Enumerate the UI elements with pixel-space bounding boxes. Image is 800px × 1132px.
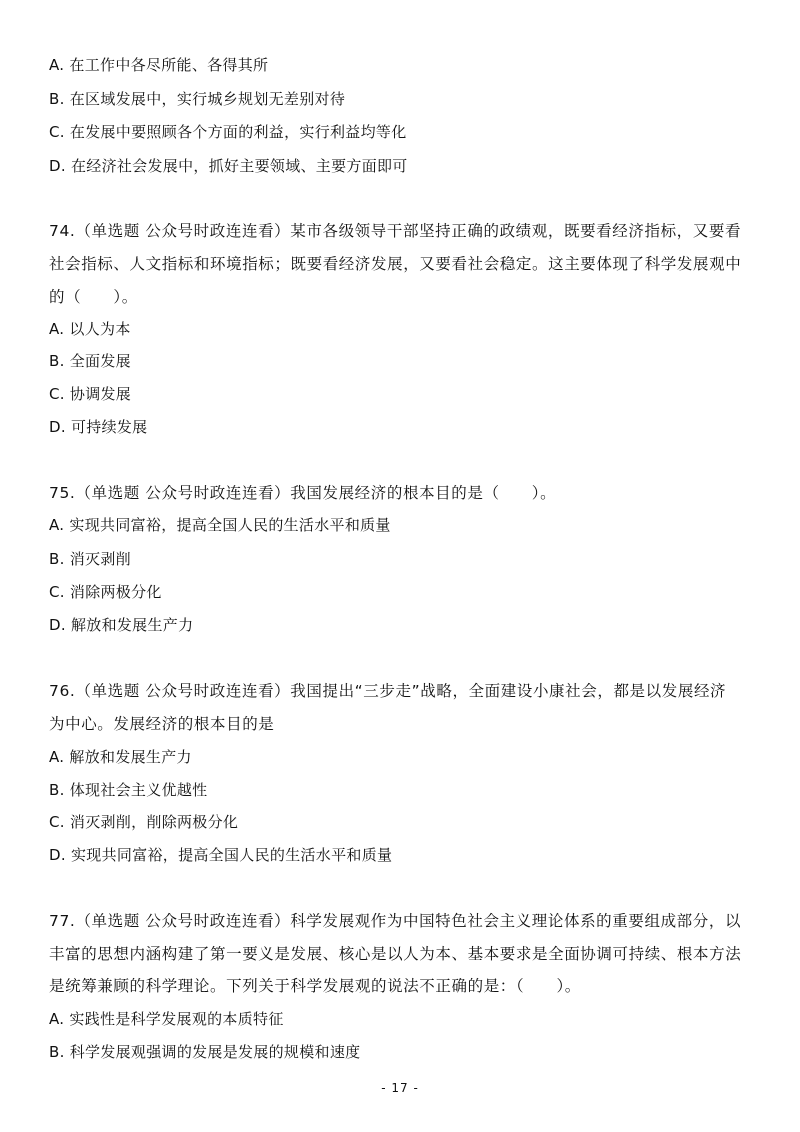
question-text: 74.（单选题 公众号时政连连看）某市各级领导干部坚持正确的政绩观，既要看经济指标，又要看 xyxy=(49,222,742,240)
question-text: 76.（单选题 公众号时政连连看）我国提出“三步走”战略，全面建设小康社会，都是以发展经济 xyxy=(49,682,727,700)
option-line: A. 在工作中各尽所能、各得其所 xyxy=(49,56,269,74)
option-line: A. 实践性是科学发展观的本质特征 xyxy=(49,1010,284,1028)
question-text: 的（ ）。 xyxy=(49,288,138,306)
option-line: D. 在经济社会发展中，抓好主要领域、主要方面即可 xyxy=(49,157,408,175)
option-line: D. 实现共同富裕，提高全国人民的生活水平和质量 xyxy=(49,846,393,864)
option-line: B. 在区域发展中，实行城乡规划无差别对待 xyxy=(49,90,346,108)
question-text: 丰富的思想内涵构建了第一要义是发展、核心是以人为本、基本要求是全面协调可持续、根本方法 xyxy=(49,945,742,963)
option-line: B. 体现社会主义优越性 xyxy=(49,781,208,799)
option-line: D. 可持续发展 xyxy=(49,418,148,436)
option-line: B. 消灭剥削 xyxy=(49,550,131,568)
option-line: C. 在发展中要照顾各个方面的利益，实行利益均等化 xyxy=(49,123,407,141)
question-text: 77.（单选题 公众号时政连连看）科学发展观作为中国特色社会主义理论体系的重要组成部分，以 xyxy=(49,912,742,930)
option-line: A. 解放和发展生产力 xyxy=(49,748,192,766)
page-number: - 17 - xyxy=(381,1081,419,1095)
option-line: C. 协调发展 xyxy=(49,385,132,403)
option-line: A. 实现共同富裕，提高全国人民的生活水平和质量 xyxy=(49,516,391,534)
question-text: 是统筹兼顾的科学理论。下列关于科学发展观的说法不正确的是：（ ）。 xyxy=(49,977,581,995)
question-text: 社会指标、人文指标和环境指标；既要看经济发展，又要看社会稳定。这主要体现了科学发展观中 xyxy=(49,255,742,273)
option-line: B. 全面发展 xyxy=(49,352,131,370)
option-line: A. 以人为本 xyxy=(49,320,131,338)
option-line: B. 科学发展观强调的发展是发展的规模和速度 xyxy=(49,1043,361,1061)
option-line: C. 消灭剥削，削除两极分化 xyxy=(49,813,239,831)
option-line: D. 解放和发展生产力 xyxy=(49,616,194,634)
option-line: C. 消除两极分化 xyxy=(49,583,162,601)
question-text: 75.（单选题 公众号时政连连看）我国发展经济的根本目的是（ ）。 xyxy=(49,484,557,502)
question-text: 为中心。发展经济的根本目的是 xyxy=(49,715,275,733)
